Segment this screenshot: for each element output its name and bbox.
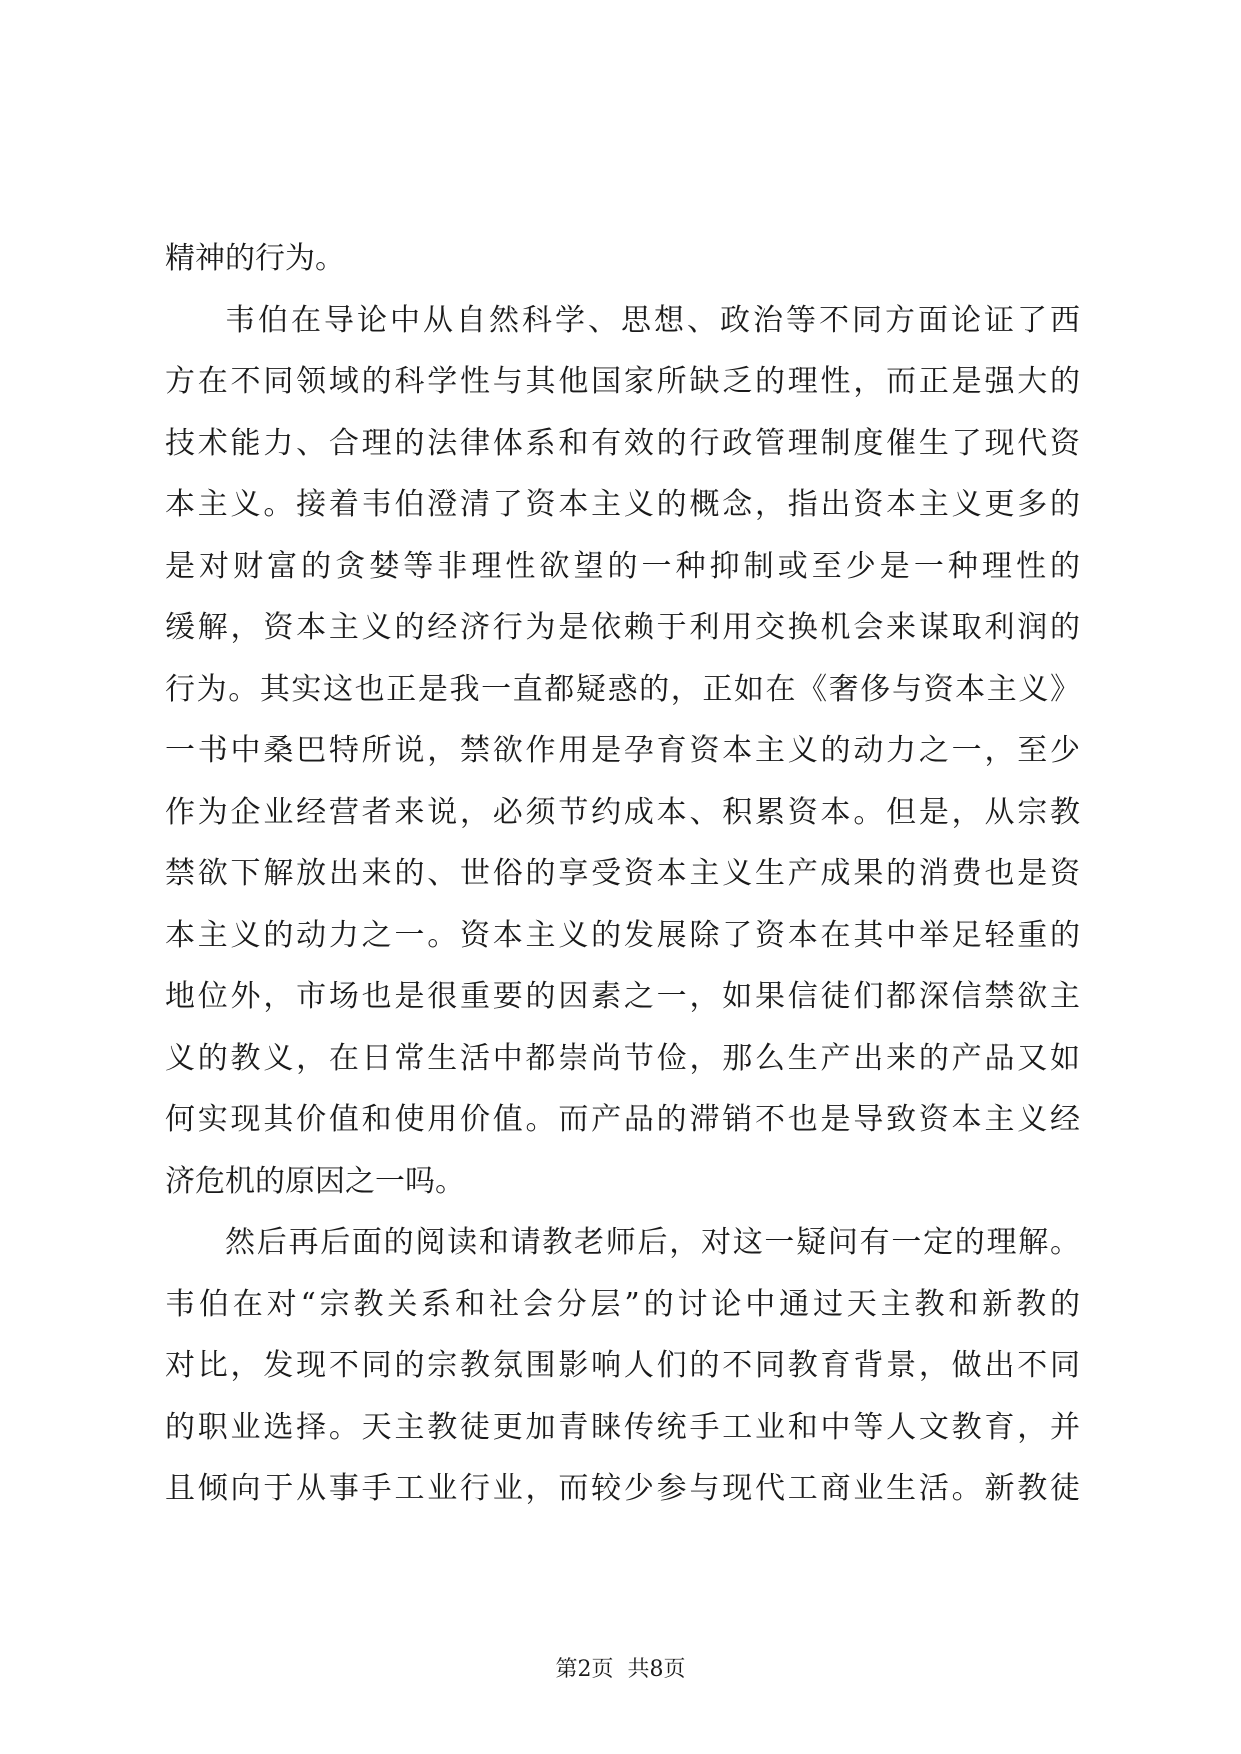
text-line: 技术能力、合理的法律体系和有效的行政管理制度催生了现代资 <box>165 425 1080 461</box>
text-line: 韦伯在对“宗教关系和社会分层”的讨论中通过天主教和新教的 <box>165 1286 1080 1322</box>
text-line: 地位外，市场也是很重要的因素之一，如果信徒们都深信禁欲主 <box>165 979 1080 1014</box>
text-line: 然后再后面的阅读和请教老师后，对这一疑问有一定的理解。 <box>225 1225 1080 1260</box>
text-line: 何实现其价值和使用价值。而产品的滞销不也是导致资本主义经 <box>165 1102 1080 1137</box>
text-line: 一书中桑巴特所说，禁欲作用是孕育资本主义的动力之一，至少 <box>165 733 1080 768</box>
text-line: 本主义。接着韦伯澄清了资本主义的概念，指出资本主义更多的 <box>165 487 1080 522</box>
text-line: 的职业选择。天主教徒更加青睐传统手工业和中等人文教育，并 <box>165 1409 1080 1445</box>
text-line: 行为。其实这也正是我一直都疑惑的，正如在《奢侈与资本主义》 <box>165 671 1080 707</box>
page-footer <box>0 1655 1241 1685</box>
text-line: 方在不同领域的科学性与其他国家所缺乏的理性，而正是强大的 <box>165 364 1080 399</box>
text-line: 本主义的动力之一。资本主义的发展除了资本在其中举足轻重的 <box>165 917 1080 953</box>
text-line: 是对财富的贪婪等非理性欲望的一种抑制或至少是一种理性的 <box>165 548 1080 584</box>
text-line: 且倾向于从事手工业行业，而较少参与现代工商业生活。新教徒 <box>165 1471 1080 1506</box>
text-line: 对比，发现不同的宗教氛围影响人们的不同教育背景，做出不同 <box>165 1348 1080 1383</box>
body-text <box>165 228 1080 1520</box>
text-line: 精神的行为。 <box>165 241 345 276</box>
text-line: 禁欲下解放出来的、世俗的享受资本主义生产成果的消费也是资 <box>165 856 1080 891</box>
text-line: 作为企业经营者来说，必须节约成本、积累资本。但是，从宗教 <box>165 794 1080 830</box>
text-line: 缓解，资本主义的经济行为是依赖于利用交换机会来谋取利润的 <box>165 610 1080 645</box>
text-line: 济危机的原因之一吗。 <box>165 1163 465 1199</box>
page-number: 第2页 <box>555 1657 614 1682</box>
page-total: 共8页 <box>627 1657 686 1682</box>
text-line: 韦伯在导论中从自然科学、思想、政治等不同方面论证了西 <box>225 302 1080 338</box>
text-line: 义的教义，在日常生活中都崇尚节俭，那么生产出来的产品又如 <box>165 1040 1080 1076</box>
